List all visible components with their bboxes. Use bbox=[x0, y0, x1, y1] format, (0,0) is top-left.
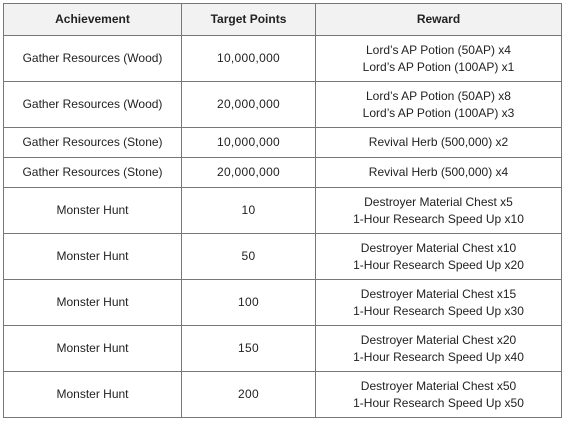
reward-cell bbox=[316, 158, 562, 188]
achievement-cell: Monster Hunt bbox=[4, 188, 182, 234]
target-points-cell: 10,000,000 bbox=[182, 128, 316, 158]
table-row bbox=[4, 128, 562, 158]
achievement-cell: Gather Resources (Wood) bbox=[4, 36, 182, 82]
header-reward: Reward bbox=[316, 4, 562, 36]
reward-cell bbox=[316, 128, 562, 158]
target-points-cell: 100 bbox=[182, 280, 316, 326]
table-row bbox=[4, 372, 562, 418]
achievement-cell: Gather Resources (Stone) bbox=[4, 158, 182, 188]
reward-line: 1-Hour Research Speed Up x40 bbox=[353, 349, 524, 364]
reward-line: Destroyer Material Chest x5 bbox=[364, 194, 513, 209]
reward-line: Destroyer Material Chest x10 bbox=[360, 240, 517, 255]
target-points-cell: 20,000,000 bbox=[182, 158, 316, 188]
table-row bbox=[4, 326, 562, 372]
target-points-cell: 10 bbox=[182, 188, 316, 234]
reward-line: Destroyer Material Chest x15 bbox=[360, 286, 517, 301]
header-row bbox=[4, 4, 562, 36]
reward-line: 1-Hour Research Speed Up x10 bbox=[353, 211, 524, 226]
table-row bbox=[4, 36, 562, 82]
reward-line: Destroyer Material Chest x20 bbox=[360, 332, 517, 347]
table-row bbox=[4, 82, 562, 128]
table-row bbox=[4, 188, 562, 234]
achievement-cell: Gather Resources (Wood) bbox=[4, 82, 182, 128]
achievement-cell: Monster Hunt bbox=[4, 372, 182, 418]
reward-line: Revival Herb (500,000) x2 bbox=[368, 135, 509, 149]
reward-line: 1-Hour Research Speed Up x50 bbox=[353, 395, 524, 410]
target-points-cell: 10,000,000 bbox=[182, 36, 316, 82]
reward-line: Revival Herb (500,000) x4 bbox=[368, 165, 509, 179]
header-target-points: Target Points bbox=[182, 4, 316, 36]
achievement-cell: Monster Hunt bbox=[4, 326, 182, 372]
reward-line: Lord’s AP Potion (50AP) x8 bbox=[366, 88, 511, 103]
reward-cell bbox=[316, 188, 562, 234]
reward-cell bbox=[316, 326, 562, 372]
reward-line: Destroyer Material Chest x50 bbox=[360, 378, 517, 393]
reward-line: 1-Hour Research Speed Up x30 bbox=[353, 303, 524, 318]
achievement-cell: Monster Hunt bbox=[4, 280, 182, 326]
table-row bbox=[4, 158, 562, 188]
reward-cell bbox=[316, 234, 562, 280]
achievement-cell: Gather Resources (Stone) bbox=[4, 128, 182, 158]
reward-cell bbox=[316, 36, 562, 82]
reward-cell bbox=[316, 280, 562, 326]
reward-line: Lord’s AP Potion (50AP) x4 bbox=[366, 42, 511, 57]
reward-line: Lord’s AP Potion (100AP) x1 bbox=[362, 59, 515, 74]
achievement-rewards-table bbox=[3, 3, 562, 418]
table-header bbox=[4, 4, 562, 36]
target-points-cell: 50 bbox=[182, 234, 316, 280]
reward-line: 1-Hour Research Speed Up x20 bbox=[353, 257, 524, 272]
target-points-cell: 150 bbox=[182, 326, 316, 372]
reward-line: Lord’s AP Potion (100AP) x3 bbox=[362, 105, 515, 120]
reward-cell bbox=[316, 82, 562, 128]
target-points-cell: 20,000,000 bbox=[182, 82, 316, 128]
target-points-cell: 200 bbox=[182, 372, 316, 418]
table-row bbox=[4, 280, 562, 326]
header-achievement: Achievement bbox=[4, 4, 182, 36]
table-body bbox=[4, 36, 562, 418]
achievement-cell: Monster Hunt bbox=[4, 234, 182, 280]
table-row bbox=[4, 234, 562, 280]
reward-cell bbox=[316, 372, 562, 418]
